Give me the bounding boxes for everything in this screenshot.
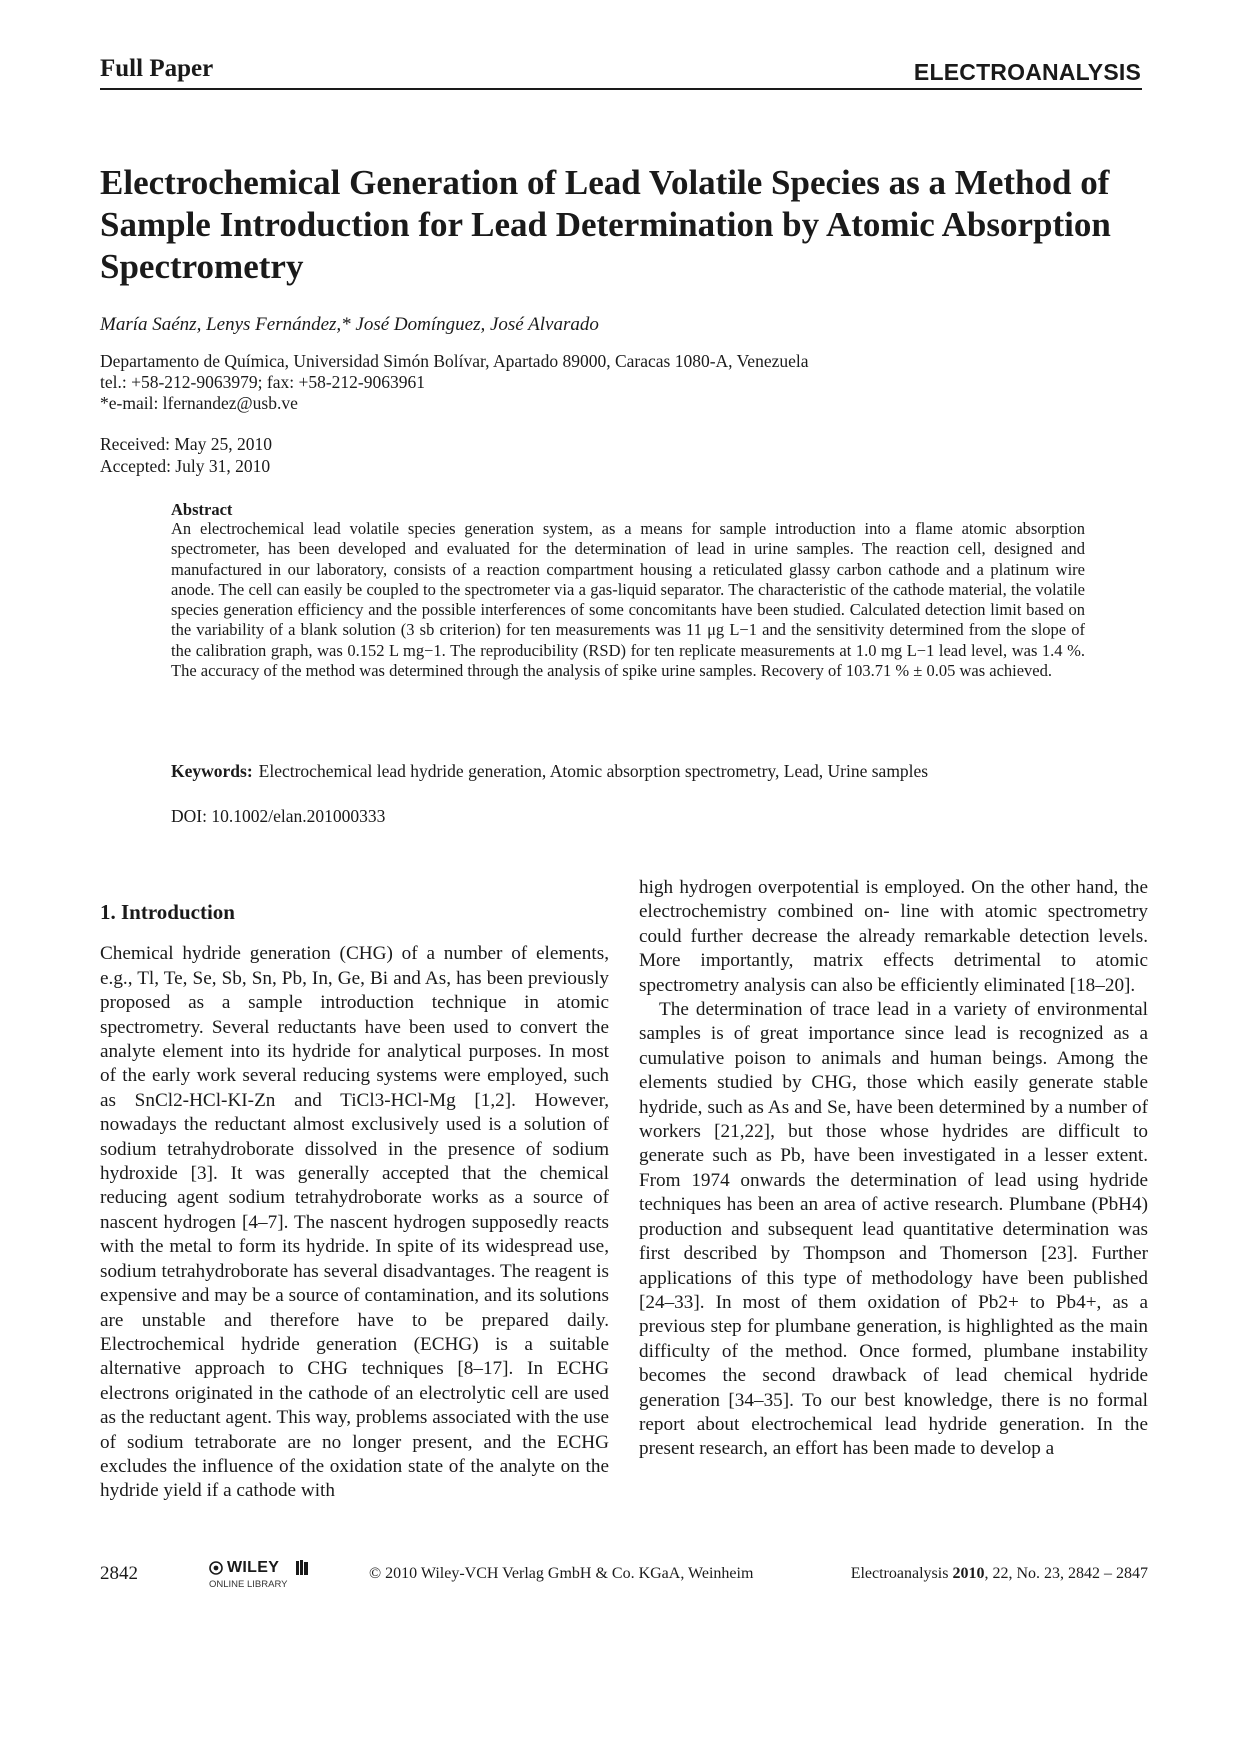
keywords-line — [171, 761, 928, 782]
contact-email[interactable]: *e-mail: lfernandez@usb.ve — [100, 393, 298, 413]
keywords-label: Keywords: — [171, 761, 253, 781]
section-heading: 1. Introduction — [100, 900, 235, 924]
page-number: 2842 — [100, 1563, 138, 1584]
wiley-mark-icon — [209, 1561, 223, 1575]
affiliation: Departamento de Química, Universidad Simón Bolívar, Apartado 89000, Caracas 1080-A, Venezuela — [100, 351, 809, 371]
contact-phone: tel.: +58-212-9063979; fax: +58-212-9063961 — [100, 372, 425, 392]
author-list: María Saénz, Lenys Fernández,* José Domínguez, José Alvarado — [100, 314, 599, 335]
received-date: Received: May 25, 2010 — [100, 434, 273, 454]
book-icon — [296, 1560, 309, 1576]
paragraph: The determination of trace lead in a variety of environmental samples is of great importance since lead is recognized as a cumulative poison to animals and human beings. Among the elements studied by CHG, those which easily generate stable hydride, such as As and Se, have been determined by a number of workers [21,22], but those whose hydrides are difficult to generate such as Pb, have been investigated in a lesser extent. From 1974 onwards the determination of lead using hydride techniques has been an area of active research. Plumbane (PbH4) production and subsequent lead quantitative determination was first described by Thompson and Thomerson [23]. Further applications of this type of methodology have been published [24–33]. In most of them oxidation of Pb2+ to Pb4+, as a previous step for plumbane generation, is highlighted as the main difficulty of the method. Once formed, plumbane instability becomes the second drawback of lead chemical hydride generation [34–35]. To our best knowledge, there is no formal report about electrochemical lead hydride generation. In the present research, an effort has been made to develop a — [639, 999, 1148, 1460]
abstract-heading: Abstract — [171, 500, 233, 519]
article-title: Electrochemical Generation of Lead Volatile Species as a Method of Sample Introduction for Lead Determination by Atomic Absorption Spectrometry — [100, 163, 1111, 286]
paragraph: high hydrogen overpotential is employed. On the other hand, the electrochemistry combined on- line with atomic spectrometry could further decrease the already remarkable detection levels. More importantly, matrix effects detrimental to atomic spectrometry analysis can also be efficiently eliminated [18–20]. — [639, 877, 1148, 996]
affiliation-block — [100, 351, 1100, 414]
copyright: © 2010 Wiley-VCH Verlag GmbH & Co. KGaA, Weinheim — [369, 1565, 754, 1582]
wiley-logo — [209, 1559, 309, 1593]
wiley-online-library: ONLINE LIBRARY — [209, 1579, 288, 1590]
citation-prefix: Electroanalysis — [850, 1565, 953, 1582]
left-column — [100, 900, 609, 1504]
wiley-wordmark: WILEY — [227, 1559, 280, 1576]
citation-year: 2010 — [952, 1565, 985, 1582]
keywords-text: Electrochemical lead hydride generation, Atomic absorption spectrometry, Lead, Urine samples — [258, 761, 929, 781]
section-label: Full Paper — [100, 55, 214, 82]
doi[interactable]: DOI: 10.1002/elan.201000333 — [171, 806, 386, 826]
header-rule — [100, 88, 1142, 90]
journal-name: ELECTROANALYSIS — [913, 59, 1141, 85]
journal-citation — [851, 1565, 1148, 1583]
paragraph: Chemical hydride generation (CHG) of a number of elements, e.g., Tl, Te, Se, Sb, Sn, Pb, In, Ge, Bi and As, has been previously proposed as a sample introduction technique in atomic spectrometry. Several reductants have been used to convert the analyte element into its hydride for analytical purposes. In most of the early work several reducing systems were employed, such as SnCl2-HCl-KI-Zn and TiCl3-HCl-Mg [1,2]. However, nowadays the reductant almost exclusively used is a solution of sodium tetrahydroborate dissolved in the presence of sodium hydroxide [3]. It was generally accepted that the chemical reducing agent sodium tetrahydroborate works as a source of nascent hydrogen [4–7]. The nascent hydrogen supposedly reacts with the metal to form its hydride. In spite of its widespread use, sodium tetrahydroborate has several disadvantages. The reagent is expensive and may be a source of contamination, and its solutions are unstable and therefore have to be prepared daily. Electrochemical hydride generation (ECHG) is a suitable alternative approach to CHG techniques [8–17]. In ECHG electrons originated in the cathode of an electrolytic cell are used as the reductant agent. This way, problems associated with the use of sodium tetraborate are no longer present, and the ECHG excludes the influence of the oxidation state of the analyte on the hydride yield if a cathode with — [100, 943, 609, 1502]
right-column — [639, 876, 1148, 1462]
abstract-text: An electrochemical lead volatile species generation system, as a means for sample introduction into a flame atomic absorption spectrometer, has been developed and evaluated for the determination of lead in urine samples. The reaction cell, designed and manufactured in our laboratory, consists of a reaction compartment housing a reticulated glassy carbon cathode and a platinum wire anode. The cell can easily be coupled to the spectrometer via a gas-liquid separator. The characteristic of the cathode material, the volatile species generation efficiency and the possible interferences of some concomitants have been studied. Calculated detection limit based on the variability of a blank solution (3 sb criterion) for ten measurements was 11 μg L−1 and the sensitivity determined from the slope of the calibration graph, was 0.152 L mg−1. The reproducibility (RSD) for ten replicate measurements at 1.0 mg L−1 lead level, was 1.4 %. The accuracy of the method was determined through the analysis of spike urine samples. Recovery of 103.71 % ± 0.05 was achieved. — [171, 519, 1085, 681]
citation-suffix: , 22, No. 23, 2842 – 2847 — [984, 1565, 1148, 1582]
accepted-date: Accepted: July 31, 2010 — [100, 456, 271, 476]
date-block — [100, 433, 272, 477]
